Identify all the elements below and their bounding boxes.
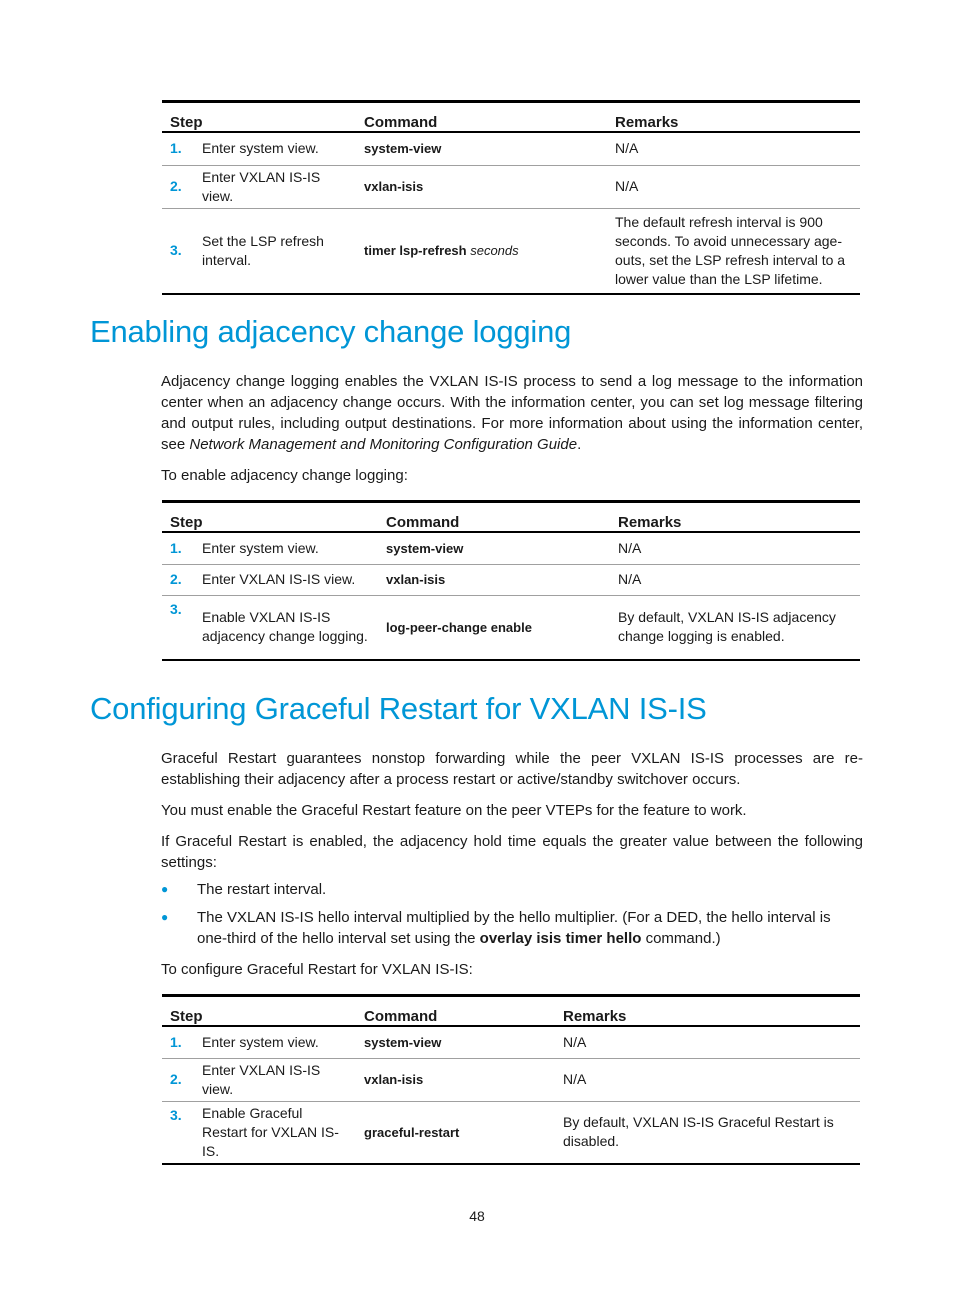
step-text: Enter VXLAN IS-IS view. — [194, 1058, 356, 1101]
step-number: 3. — [162, 595, 194, 660]
paragraph: To enable adjacency change logging: — [161, 467, 408, 484]
table-row — [162, 132, 860, 165]
remarks-text: N/A — [607, 165, 860, 208]
table-header — [162, 102, 860, 133]
remarks-text: N/A — [607, 132, 860, 165]
command-cell — [356, 208, 607, 294]
step-text: Set the LSP refresh interval. — [194, 208, 356, 294]
command-argument: seconds — [470, 243, 519, 259]
command-text: system-view — [356, 1026, 555, 1058]
header-step: Step — [162, 996, 356, 1027]
table-row — [162, 595, 860, 660]
bullet-text: The VXLAN IS-IS hello interval multiplied by the hello multiplier. (For a DED, the hello interval is one-third of the hello interval set using the — [197, 909, 831, 947]
remarks-text: By default, VXLAN IS-IS Graceful Restart is disabled. — [555, 1101, 860, 1164]
command-text: vxlan-isis — [378, 564, 610, 595]
paragraph-text: Adjacency change logging enables the VXLAN IS-IS process to send a log message to the information center when an adjacency change occurs. With the information center, you can set log message filtering and output rules, including output destinations. For more information about using the information center, see — [161, 373, 863, 453]
command-text: graceful-restart — [356, 1101, 555, 1164]
step-number: 1. — [162, 132, 194, 165]
table-header — [162, 996, 860, 1027]
section-heading: Configuring Graceful Restart for VXLAN IS-IS — [90, 691, 707, 726]
paragraph: Graceful Restart guarantees nonstop forwarding while the peer VXLAN IS-IS processes are re-establishing their adjacency after a process restart or active/standby switchover occurs. — [161, 750, 863, 788]
paragraph: If Graceful Restart is enabled, the adjacency hold time equals the greater value between the following settings: — [161, 833, 863, 871]
step-text: Enable VXLAN IS-IS adjacency change logging. — [194, 595, 378, 660]
header-step: Step — [162, 102, 356, 133]
header-remarks: Remarks — [610, 502, 860, 533]
step-number: 3. — [162, 208, 194, 294]
bullet-text-container — [197, 907, 851, 949]
step-number: 3. — [162, 1101, 194, 1164]
step-number: 2. — [162, 564, 194, 595]
table-header — [162, 502, 860, 533]
table-row — [162, 1058, 860, 1101]
step-text: Enable Graceful Restart for VXLAN IS-IS. — [194, 1101, 356, 1164]
adjacency-logging-table — [162, 500, 860, 661]
header-command: Command — [356, 102, 607, 133]
command-text: vxlan-isis — [356, 1058, 555, 1101]
table-row — [162, 165, 860, 208]
header-remarks: Remarks — [607, 102, 860, 133]
table-row — [162, 1101, 860, 1164]
step-text: Enter system view. — [194, 1026, 356, 1058]
command-text: system-view — [378, 532, 610, 564]
remarks-text: By default, VXLAN IS-IS adjacency change logging is enabled. — [610, 595, 860, 660]
step-text: Enter system view. — [194, 532, 378, 564]
bullet-dot-icon: ● — [161, 882, 169, 896]
section-heading: Enabling adjacency change logging — [90, 314, 572, 349]
bullet-text-end: command.) — [641, 930, 721, 947]
page-number: 48 — [469, 1208, 485, 1224]
header-command: Command — [356, 996, 555, 1027]
step-number: 1. — [162, 1026, 194, 1058]
header-command: Command — [378, 502, 610, 533]
graceful-restart-table — [162, 994, 860, 1165]
lsp-refresh-table — [162, 100, 860, 295]
step-text: Enter VXLAN IS-IS view. — [194, 165, 356, 208]
command-text: timer lsp-refresh — [364, 243, 467, 259]
table-row — [162, 564, 860, 595]
bullet-dot-icon: ● — [161, 910, 169, 924]
step-number: 1. — [162, 532, 194, 564]
step-number: 2. — [162, 165, 194, 208]
bullet-text: The restart interval. — [197, 881, 327, 898]
command-text: system-view — [356, 132, 607, 165]
paragraph-end: . — [577, 436, 582, 453]
table-row — [162, 208, 860, 294]
remarks-text: N/A — [610, 532, 860, 564]
step-text: Enter system view. — [194, 132, 356, 165]
guide-reference: Network Management and Monitoring Configuration Guide — [189, 436, 578, 453]
step-number: 2. — [162, 1058, 194, 1101]
step-text: Enter VXLAN IS-IS view. — [194, 564, 378, 595]
header-remarks: Remarks — [555, 996, 860, 1027]
remarks-text: The default refresh interval is 900 seconds. To avoid unnecessary age-outs, set the LSP refresh interval to a lower value than the LSP lifetime. — [607, 208, 860, 294]
remarks-text: N/A — [610, 564, 860, 595]
table-row — [162, 532, 860, 564]
remarks-text: N/A — [555, 1026, 860, 1058]
table-row — [162, 1026, 860, 1058]
remarks-text: N/A — [555, 1058, 860, 1101]
command-text: vxlan-isis — [356, 165, 607, 208]
bullet-command: overlay isis timer hello — [479, 930, 642, 947]
command-text: log-peer-change enable — [378, 595, 610, 660]
paragraph: To configure Graceful Restart for VXLAN IS-IS: — [161, 961, 473, 978]
paragraph: You must enable the Graceful Restart feature on the peer VTEPs for the feature to work. — [161, 802, 747, 819]
paragraph — [161, 371, 863, 455]
header-step: Step — [162, 502, 378, 533]
